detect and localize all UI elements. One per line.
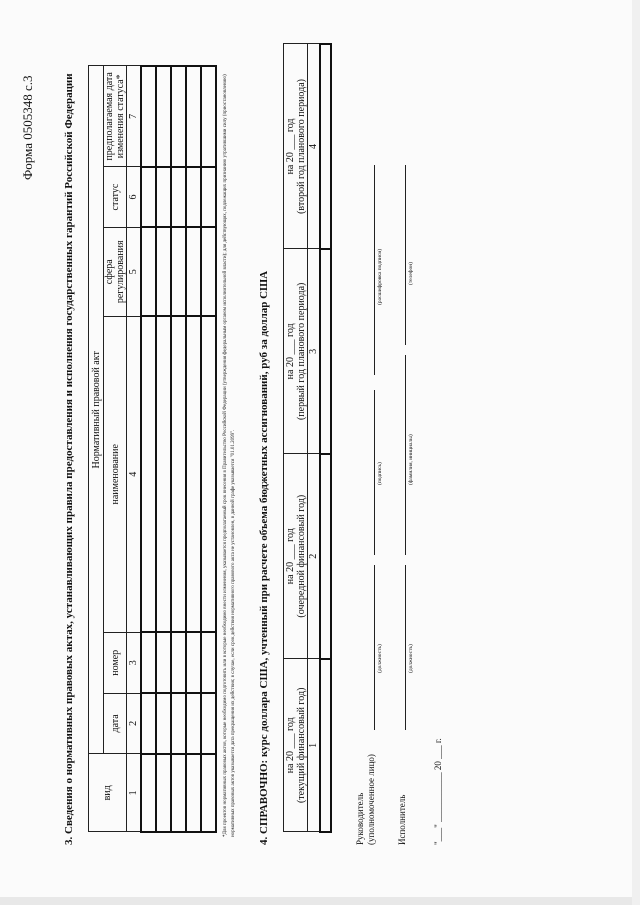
table-cell[interactable] <box>171 227 186 316</box>
executor-phone-line[interactable] <box>405 165 406 345</box>
table-cell[interactable] <box>156 66 171 167</box>
table-cell[interactable] <box>186 632 201 693</box>
section3-title: 3. Сведения о нормативных правовых актах, устанавливающих правила предоставления и исполнения государственных гарантий Российской Федерации <box>63 73 75 845</box>
head-position-line[interactable] <box>374 565 375 730</box>
table-cell[interactable] <box>186 754 201 832</box>
head-label: Руководитель <box>355 792 365 845</box>
table-cell[interactable] <box>186 66 201 167</box>
table-row <box>171 66 186 832</box>
table-cell[interactable] <box>156 693 171 754</box>
year-label: на 20 ___ год <box>284 118 296 175</box>
section4-title: 4. СПРАВОЧНО: курс доллара США, учтенный при расчете объема бюджетных ассигнований, руб за доллар США <box>258 270 270 845</box>
executor-label: Исполнитель <box>397 794 407 845</box>
table-cell[interactable] <box>201 227 216 316</box>
scan-edge <box>632 0 640 905</box>
table-cell[interactable] <box>171 754 186 832</box>
table-cell[interactable] <box>141 316 156 632</box>
col-header-date: дата <box>104 693 127 754</box>
col-header-plan-year-2 <box>284 44 308 249</box>
col-number: 2 <box>127 693 142 754</box>
table-cell[interactable] <box>156 754 171 832</box>
table-cell[interactable] <box>201 632 216 693</box>
table-cell[interactable] <box>171 632 186 693</box>
col-number: 4 <box>127 316 142 632</box>
col-header-number: номер <box>104 632 127 693</box>
col-number: 5 <box>127 227 142 316</box>
col-number: 3 <box>127 632 142 693</box>
col-number: 3 <box>308 249 321 454</box>
col-number: 2 <box>308 454 321 659</box>
table-cell[interactable] <box>201 167 216 228</box>
table-cell[interactable] <box>156 167 171 228</box>
col-header-status: статус <box>104 167 127 228</box>
table-row <box>141 66 156 832</box>
table-cell[interactable] <box>141 66 156 167</box>
table-cell[interactable] <box>171 316 186 632</box>
table-cell[interactable] <box>171 167 186 228</box>
executor-position-line[interactable] <box>405 565 406 730</box>
table-cell[interactable] <box>186 316 201 632</box>
table-row <box>201 66 216 832</box>
col-header-plan-year-1 <box>284 249 308 454</box>
rate-cell[interactable] <box>320 659 331 832</box>
decode-caption: (расшифровка подписи) <box>377 248 383 305</box>
table-cell[interactable] <box>186 693 201 754</box>
phone-caption: (телефон) <box>408 261 414 285</box>
year-label: на 20 ___ год <box>284 323 296 380</box>
head-decode-line[interactable] <box>374 165 375 375</box>
table-cell[interactable] <box>156 632 171 693</box>
head-signature-line[interactable] <box>374 390 375 555</box>
table-row <box>186 66 201 832</box>
period-label: (очередной финансовый год) <box>295 494 307 618</box>
table-cell[interactable] <box>141 693 156 754</box>
col-number: 1 <box>127 754 142 832</box>
col-number: 4 <box>308 44 321 249</box>
date-line[interactable]: "___" ___________ 20 ___ г. <box>433 738 443 845</box>
exec-position-caption: (должность) <box>408 644 414 673</box>
year-label: на 20 ___ год <box>284 717 296 774</box>
table-cell[interactable] <box>171 693 186 754</box>
table-cell[interactable] <box>156 316 171 632</box>
usd-rate-table <box>283 43 332 833</box>
group-header: Нормативный правовой акт <box>89 66 104 754</box>
normative-acts-table <box>88 65 217 833</box>
col-header-name: наименование <box>104 316 127 632</box>
col-number: 7 <box>127 66 142 167</box>
table-cell[interactable] <box>201 754 216 832</box>
table-cell[interactable] <box>141 227 156 316</box>
head-label-sub: (уполномоченное лицо) <box>366 754 376 845</box>
executor-name-line[interactable] <box>405 355 406 555</box>
table-cell[interactable] <box>141 754 156 832</box>
table-cell[interactable] <box>141 167 156 228</box>
table-row <box>156 66 171 832</box>
col-header-next-year <box>284 454 308 659</box>
col-number: 6 <box>127 167 142 228</box>
table-cell[interactable] <box>141 632 156 693</box>
footnote: *Для проектов нормативных правовых актов, которые необходимо подготовить или в которые необходимо внести изменения, указывается предполагаемый срок внесения в Правительство Российской Федерации (утверждения федеральным органом исполнительной власти); для действующих, подлежащих признанию утратившими силу (приостановлению) нормативных правовых актов указывается дата прекращения их действия; в случае, если срок действия нормативного правового акта не установлен, в данной графе указывается "01.01.2099". <box>223 74 236 837</box>
col-number: 1 <box>308 659 321 832</box>
table-row <box>320 44 331 832</box>
col-header-sphere: сфера регулирования <box>104 227 127 316</box>
year-label: на 20 ___ год <box>284 528 296 585</box>
table-cell[interactable] <box>201 693 216 754</box>
table-cell[interactable] <box>201 316 216 632</box>
rate-cell[interactable] <box>320 44 331 249</box>
form-code: Форма 0505348 с.3 <box>20 75 35 180</box>
name-caption: (фамилия, инициалы) <box>408 434 414 485</box>
rate-cell[interactable] <box>320 454 331 659</box>
table-cell[interactable] <box>201 66 216 167</box>
col-header-change-date: предполагаемая дата изменения статуса* <box>104 66 127 167</box>
period-label: (второй год планового периода) <box>295 79 307 214</box>
col-header-current-year <box>284 659 308 832</box>
rate-cell[interactable] <box>320 249 331 454</box>
scan-edge <box>0 897 640 905</box>
period-label: (текущий финансовый год) <box>295 687 307 804</box>
table-cell[interactable] <box>156 227 171 316</box>
table-cell[interactable] <box>186 227 201 316</box>
signature-caption: (подпись) <box>377 462 383 485</box>
col-header-type: вид <box>89 754 127 832</box>
table-cell[interactable] <box>186 167 201 228</box>
position-caption: (должность) <box>377 644 383 673</box>
table-cell[interactable] <box>171 66 186 167</box>
period-label: (первый год планового периода) <box>295 282 307 421</box>
